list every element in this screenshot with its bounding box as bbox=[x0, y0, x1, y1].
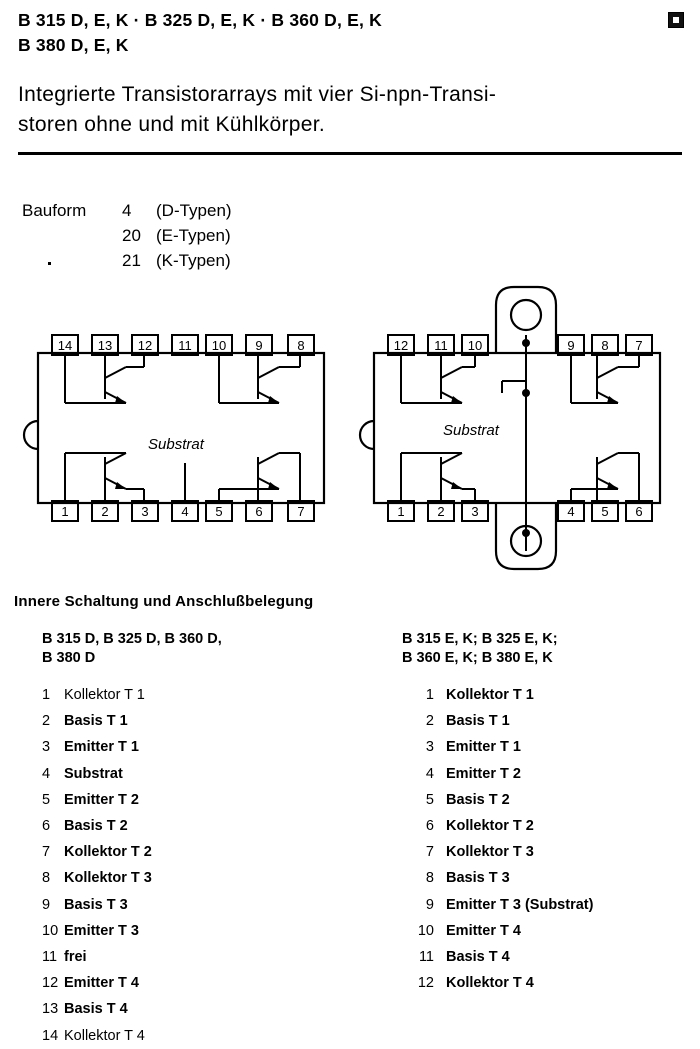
pin-number: 7 bbox=[425, 844, 434, 861]
list-item bbox=[42, 892, 372, 918]
list-item bbox=[42, 813, 372, 839]
pin-name: Substrat bbox=[64, 765, 123, 782]
pin-name: Kollektor T 1 bbox=[64, 687, 145, 703]
list-item bbox=[42, 761, 372, 787]
pin-number: 10 bbox=[417, 922, 434, 939]
pin-number: 11 bbox=[418, 949, 434, 966]
pin-name: Basis T 2 bbox=[446, 791, 510, 808]
list-item bbox=[42, 996, 372, 1022]
list-item bbox=[42, 682, 372, 708]
dil12-pin-labels bbox=[394, 338, 643, 519]
bauform-number-0: 4 bbox=[122, 201, 132, 220]
svg-text:8: 8 bbox=[297, 338, 305, 353]
pin-number: 6 bbox=[42, 818, 51, 835]
svg-text:9: 9 bbox=[567, 338, 575, 353]
section-heading: Innere Schaltung und Anschlußbelegung bbox=[14, 593, 314, 610]
svg-text:3: 3 bbox=[471, 504, 479, 519]
pin-number: 14 bbox=[42, 1027, 59, 1044]
bauform-block bbox=[22, 198, 232, 273]
pin-name: Kollektor T 2 bbox=[446, 818, 534, 835]
pin-table-left-heading-line-1: B 315 D, B 325 D, B 360 D, bbox=[42, 631, 222, 647]
pin-number: 7 bbox=[42, 844, 51, 861]
pin-name: Basis T 1 bbox=[446, 713, 510, 730]
pin-table-right-heading-line-2: B 360 E, K; B 380 E, K bbox=[402, 650, 553, 666]
svg-text:11: 11 bbox=[434, 338, 448, 353]
subtitle-line-2: storen ohne und mit Kühlkörper. bbox=[18, 113, 325, 136]
dil12-with-heatsink-schematic bbox=[360, 287, 660, 569]
list-item bbox=[42, 708, 372, 734]
schematic-diagrams bbox=[0, 275, 700, 585]
svg-text:1: 1 bbox=[61, 504, 69, 519]
pin-name: frei bbox=[64, 949, 87, 966]
pin-name: Basis T 4 bbox=[446, 949, 510, 966]
list-item bbox=[402, 761, 692, 787]
list-item bbox=[42, 734, 372, 760]
pin-list-left bbox=[42, 682, 372, 1049]
list-item bbox=[402, 682, 692, 708]
svg-text:6: 6 bbox=[255, 504, 263, 519]
list-item bbox=[42, 918, 372, 944]
pin-name: Basis T 1 bbox=[64, 713, 128, 730]
dil14-package-schematic bbox=[24, 335, 324, 521]
substrat-label-left: Substrat bbox=[148, 436, 204, 453]
pin-table-right-heading bbox=[402, 630, 692, 668]
pin-number: 4 bbox=[425, 765, 434, 782]
list-item bbox=[402, 865, 692, 891]
pin-number: 3 bbox=[425, 739, 434, 756]
bauform-row-2 bbox=[22, 248, 232, 273]
svg-text:5: 5 bbox=[601, 504, 609, 519]
pin-table-left-heading-line-2: B 380 D bbox=[42, 650, 96, 666]
pin-number: 13 bbox=[42, 1001, 59, 1018]
pin-name: Kollektor T 1 bbox=[446, 687, 534, 703]
pin-number: 1 bbox=[425, 687, 434, 703]
pin-name: Emitter T 2 bbox=[64, 791, 139, 808]
pin-name: Kollektor T 2 bbox=[64, 844, 152, 861]
svg-text:3: 3 bbox=[141, 504, 149, 519]
list-item bbox=[402, 839, 692, 865]
svg-text:11: 11 bbox=[178, 338, 192, 353]
list-item bbox=[402, 892, 692, 918]
svg-text:8: 8 bbox=[601, 338, 609, 353]
list-item bbox=[42, 1023, 372, 1049]
pin-number: 5 bbox=[425, 791, 434, 808]
bauform-text-1: (E-Typen) bbox=[156, 226, 231, 245]
pin-name: Basis T 2 bbox=[64, 818, 128, 835]
bauform-text-2: (K-Typen) bbox=[156, 251, 231, 270]
list-item bbox=[402, 708, 692, 734]
svg-text:2: 2 bbox=[437, 504, 445, 519]
pin-number: 9 bbox=[425, 896, 434, 913]
pin-table-left-heading bbox=[42, 630, 372, 668]
pin-name: Kollektor T 3 bbox=[446, 844, 534, 861]
substrat-label-right: Substrat bbox=[443, 422, 499, 439]
list-item bbox=[42, 944, 372, 970]
svg-text:12: 12 bbox=[393, 338, 409, 353]
stray-ink-dot bbox=[48, 262, 51, 265]
page-title bbox=[18, 8, 658, 58]
list-item bbox=[42, 865, 372, 891]
list-item bbox=[42, 970, 372, 996]
pin-number: 9 bbox=[42, 896, 51, 913]
list-item bbox=[402, 813, 692, 839]
svg-text:1: 1 bbox=[397, 504, 405, 519]
subtitle bbox=[18, 80, 678, 140]
pin-number: 1 bbox=[42, 687, 51, 703]
svg-text:5: 5 bbox=[215, 504, 223, 519]
pin-number: 2 bbox=[42, 713, 51, 730]
pin-number: 5 bbox=[42, 791, 51, 808]
pin-number: 12 bbox=[417, 975, 434, 992]
list-item bbox=[402, 918, 692, 944]
list-item bbox=[402, 734, 692, 760]
black-square-mark-icon bbox=[668, 12, 684, 28]
title-line-2: B 380 D, E, K bbox=[18, 35, 129, 55]
svg-text:7: 7 bbox=[297, 504, 305, 519]
bauform-row-1 bbox=[22, 223, 232, 248]
pin-number: 11 bbox=[42, 949, 58, 966]
pin-name: Emitter T 3 (Substrat) bbox=[446, 896, 594, 913]
pin-table-right-heading-line-1: B 315 E, K; B 325 E, K; bbox=[402, 631, 558, 647]
pin-name: Kollektor T 3 bbox=[64, 870, 152, 887]
pin-number: 6 bbox=[425, 818, 434, 835]
pin-name: Kollektor T 4 bbox=[446, 975, 534, 992]
bauform-number-1: 20 bbox=[122, 226, 141, 245]
pin-table-ek-types bbox=[402, 630, 692, 996]
pin-name: Emitter T 4 bbox=[64, 975, 139, 992]
pin-number: 8 bbox=[425, 870, 434, 887]
svg-text:6: 6 bbox=[635, 504, 643, 519]
pin-name: Basis T 3 bbox=[64, 896, 128, 913]
pin-number: 10 bbox=[42, 922, 59, 939]
pin-name: Basis T 3 bbox=[446, 870, 510, 887]
pin-table-d-types bbox=[42, 630, 372, 1049]
pin-name: Emitter T 3 bbox=[64, 922, 139, 939]
list-item bbox=[402, 970, 692, 996]
pin-name: Kollektor T 4 bbox=[64, 1027, 145, 1044]
bauform-text-0: (D-Typen) bbox=[156, 201, 232, 220]
bauform-row-0 bbox=[22, 198, 232, 223]
bauform-label: Bauform bbox=[22, 201, 87, 220]
pin-number: 8 bbox=[42, 870, 51, 887]
svg-text:14: 14 bbox=[57, 338, 73, 353]
pin-name: Basis T 4 bbox=[64, 1001, 128, 1018]
list-item bbox=[42, 839, 372, 865]
svg-text:13: 13 bbox=[97, 338, 113, 353]
dil14-pin-labels bbox=[58, 338, 305, 519]
pin-list-right bbox=[402, 682, 692, 996]
title-line-1: B 315 D, E, K · B 325 D, E, K · B 360 D, E, K bbox=[18, 10, 382, 30]
bauform-number-2: 21 bbox=[122, 251, 141, 270]
svg-text:10: 10 bbox=[467, 338, 483, 353]
list-item bbox=[402, 944, 692, 970]
pin-number: 12 bbox=[42, 975, 59, 992]
pin-number: 2 bbox=[425, 713, 434, 730]
pin-name: Emitter T 2 bbox=[446, 765, 521, 782]
svg-text:4: 4 bbox=[567, 504, 575, 519]
pin-name: Emitter T 1 bbox=[64, 739, 139, 756]
list-item bbox=[402, 787, 692, 813]
svg-text:4: 4 bbox=[181, 504, 189, 519]
svg-text:10: 10 bbox=[211, 338, 227, 353]
list-item bbox=[42, 787, 372, 813]
pin-number: 3 bbox=[42, 739, 51, 756]
horizontal-rule bbox=[18, 152, 682, 155]
svg-text:2: 2 bbox=[101, 504, 109, 519]
subtitle-line-1: Integrierte Transistorarrays mit vier Si-npn-Transi- bbox=[18, 83, 497, 106]
pin-name: Emitter T 1 bbox=[446, 739, 521, 756]
svg-text:7: 7 bbox=[635, 338, 643, 353]
pin-name: Emitter T 4 bbox=[446, 922, 521, 939]
svg-text:9: 9 bbox=[255, 338, 263, 353]
pin-number: 4 bbox=[42, 765, 51, 782]
svg-text:12: 12 bbox=[137, 338, 153, 353]
